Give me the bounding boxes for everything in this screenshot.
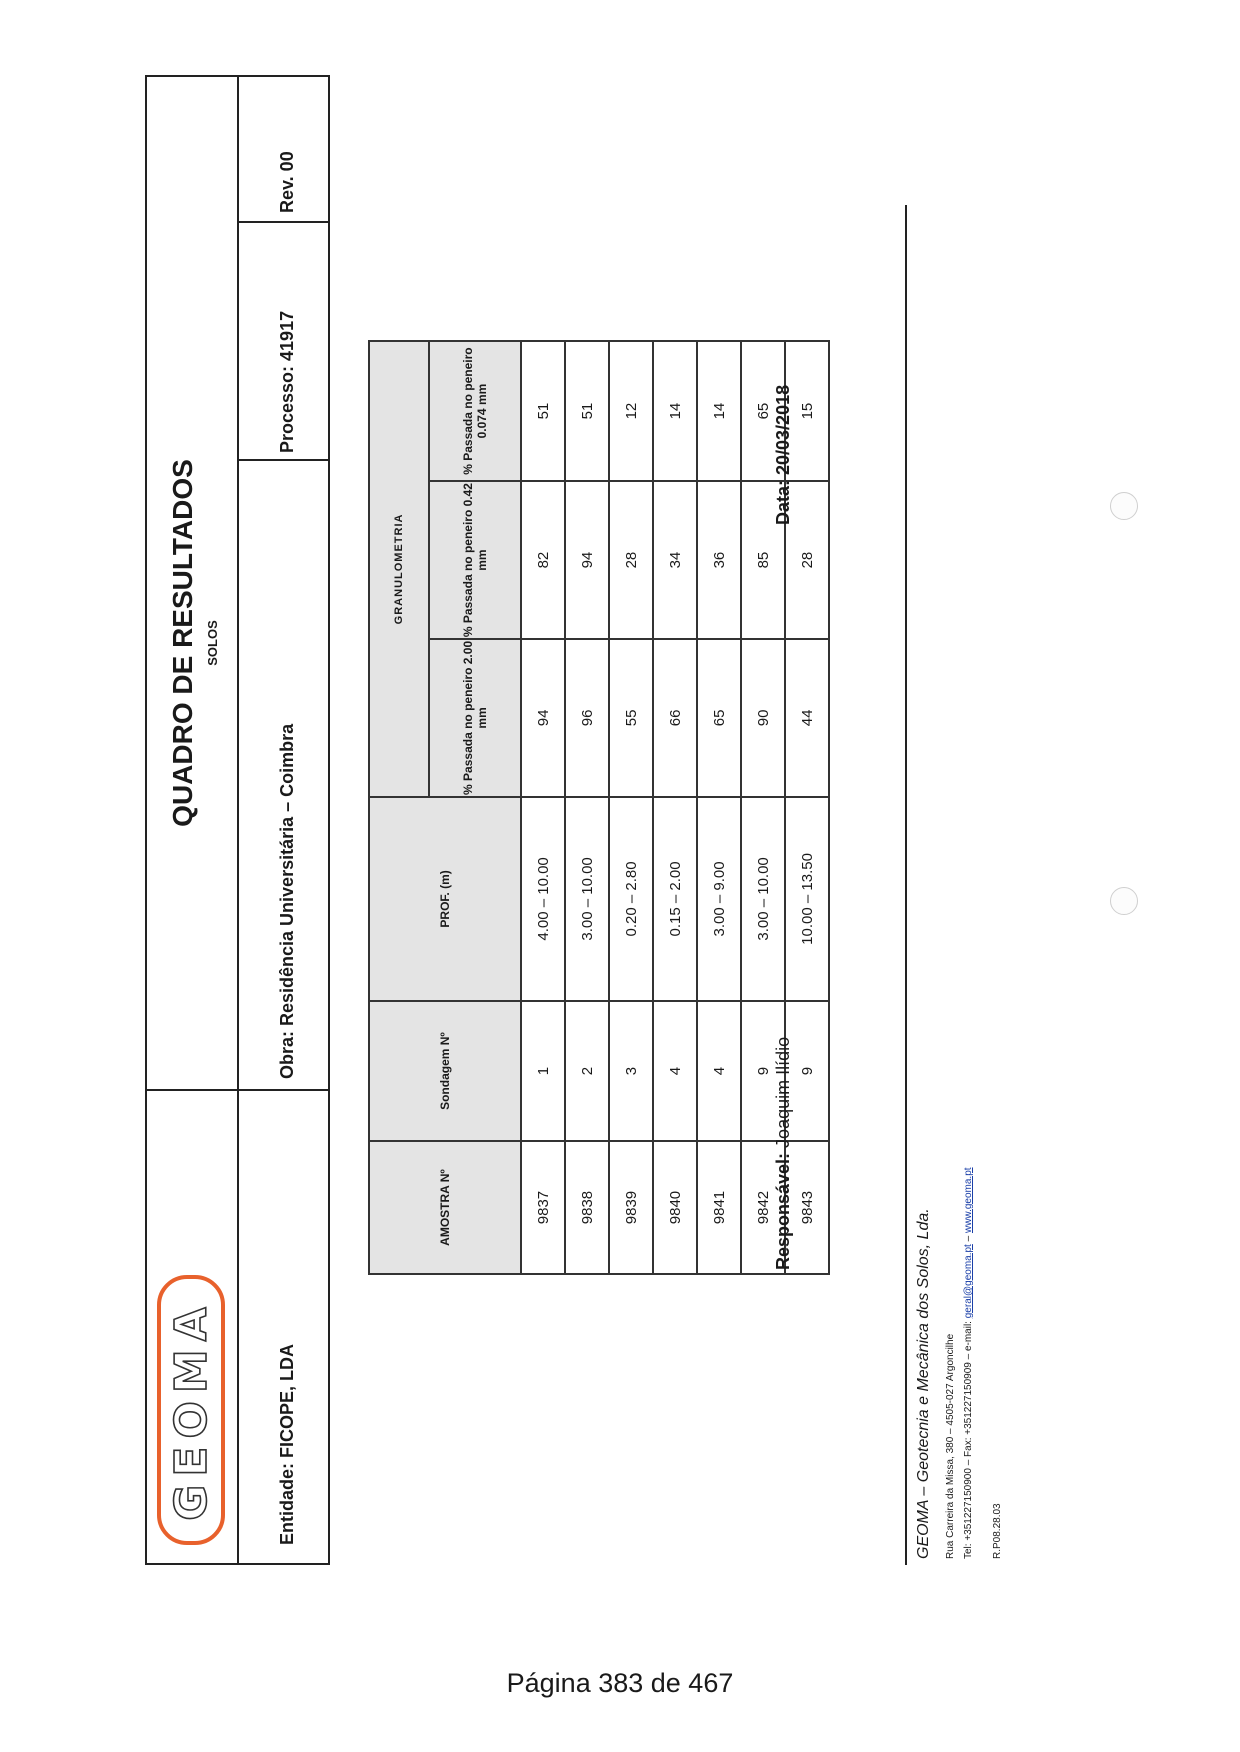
header-divider — [237, 77, 239, 1563]
cell-prof: 3.00 – 9.00 — [697, 797, 741, 1001]
company-name: GEOMA – Geotecnia e Mecânica dos Solos, Lda. — [915, 1208, 932, 1559]
cell-passada-0-074: 51 — [565, 341, 609, 481]
responsavel-name: Joaquim Ilídio — [773, 1036, 793, 1148]
cell-passada-0-074: 14 — [653, 341, 697, 481]
geoma-logo — [157, 1275, 225, 1545]
cell-passada-0-42: 34 — [653, 481, 697, 639]
cell-sondagem: 1 — [521, 1001, 565, 1141]
cell-passada-2-00: 66 — [653, 639, 697, 797]
cell-passada-2-00: 96 — [565, 639, 609, 797]
cell-amostra: 9843 — [785, 1141, 829, 1274]
header-divider — [147, 1089, 237, 1091]
cell-amostra: 9842 — [741, 1141, 785, 1274]
company-address: Rua Carreira da Missa, 380 – 4505-027 Argoncilhe — [945, 1333, 956, 1559]
table-row — [521, 341, 565, 1274]
cell-prof: 0.15 – 2.00 — [653, 797, 697, 1001]
cell-amostra: 9838 — [565, 1141, 609, 1274]
document-title: QUADRO DE RESULTADOS — [167, 459, 198, 827]
cell-prof: 3.00 – 10.00 — [565, 797, 609, 1001]
cell-passada-2-00: 65 — [697, 639, 741, 797]
cell-passada-0-074: 12 — [609, 341, 653, 481]
cell-passada-0-42: 85 — [741, 481, 785, 639]
header-passada-2-00: % Passada no peneiro 2.00 mm — [429, 639, 521, 797]
contacts-phone-fax: Tel: +351227150900 – Fax: +351227150909 – e-mail: — [963, 1321, 974, 1559]
cell-passada-0-42: 28 — [609, 481, 653, 639]
header-frame — [145, 75, 330, 1565]
cell-sondagem: 4 — [653, 1001, 697, 1141]
results-table — [368, 340, 830, 1275]
cell-passada-2-00: 94 — [521, 639, 565, 797]
header-divider — [237, 459, 328, 461]
cell-passada-2-00: 44 — [785, 639, 829, 797]
cell-prof: 3.00 – 10.00 — [741, 797, 785, 1001]
email-link[interactable]: geral@geoma.pt — [963, 1244, 974, 1319]
cell-passada-0-42: 28 — [785, 481, 829, 639]
binder-hole — [1110, 887, 1138, 915]
cell-amostra: 9837 — [521, 1141, 565, 1274]
logo-text: GEOMA — [165, 1299, 217, 1521]
cell-passada-0-074: 65 — [741, 341, 785, 481]
table-row — [609, 341, 653, 1274]
form-code: R.P08.28.03 — [992, 1503, 1003, 1559]
cell-sondagem: 3 — [609, 1001, 653, 1141]
cell-sondagem: 4 — [697, 1001, 741, 1141]
header-passada-0-42: % Passada no peneiro 0.42 mm — [429, 481, 521, 639]
cell-sondagem: 2 — [565, 1001, 609, 1141]
header-granulometria: GRANULOMETRIA — [369, 341, 429, 797]
report-date: Data: 20/03/2018 — [773, 384, 793, 525]
cell-prof: 4.00 – 10.00 — [521, 797, 565, 1001]
binder-hole — [1110, 492, 1138, 520]
cell-passada-0-42: 94 — [565, 481, 609, 639]
header-sondagem: Sondagem Nº — [369, 1001, 521, 1141]
cell-prof: 0.20 – 2.80 — [609, 797, 653, 1001]
website-link[interactable]: www.geoma.pt — [963, 1167, 974, 1234]
table-row — [697, 341, 741, 1274]
cell-passada-0-42: 36 — [697, 481, 741, 639]
revisao-field: Rev. 00 — [277, 151, 297, 213]
footer-divider — [905, 205, 907, 1565]
table-row — [653, 341, 697, 1274]
cell-passada-0-42: 82 — [521, 481, 565, 639]
document-subtitle: SOLOS — [205, 620, 220, 666]
header-divider — [237, 1089, 328, 1091]
cell-amostra: 9839 — [609, 1141, 653, 1274]
processo-field: Processo: 41917 — [277, 310, 297, 453]
contacts-separator: – — [963, 1233, 974, 1245]
cell-passada-2-00: 90 — [741, 639, 785, 797]
header-divider — [237, 221, 328, 223]
page-number: Página 383 de 467 — [506, 1668, 734, 1698]
company-contacts — [963, 1167, 974, 1559]
table-row — [565, 341, 609, 1274]
cell-amostra: 9841 — [697, 1141, 741, 1274]
cell-sondagem: 9 — [741, 1001, 785, 1141]
header-prof: PROF. (m) — [369, 797, 521, 1001]
cell-passada-0-074: 51 — [521, 341, 565, 481]
cell-passada-2-00: 55 — [609, 639, 653, 797]
header-amostra: AMOSTRA Nº — [369, 1141, 521, 1274]
obra-field: Obra: Residência Universitária – Coimbra — [277, 723, 297, 1079]
cell-passada-0-074: 14 — [697, 341, 741, 481]
responsavel-label: Responsável: — [773, 1152, 793, 1270]
header-passada-0-074: % Passada no peneiro 0.074 mm — [429, 341, 521, 481]
cell-sondagem: 9 — [785, 1001, 829, 1141]
entidade-field: Entidade: FICOPE, LDA — [277, 1343, 297, 1545]
cell-prof: 10.00 – 13.50 — [785, 797, 829, 1001]
cell-passada-0-074: 15 — [785, 341, 829, 481]
rotated-document-sheet — [110, 75, 1230, 1575]
responsavel-line — [773, 1037, 794, 1270]
cell-amostra: 9840 — [653, 1141, 697, 1274]
